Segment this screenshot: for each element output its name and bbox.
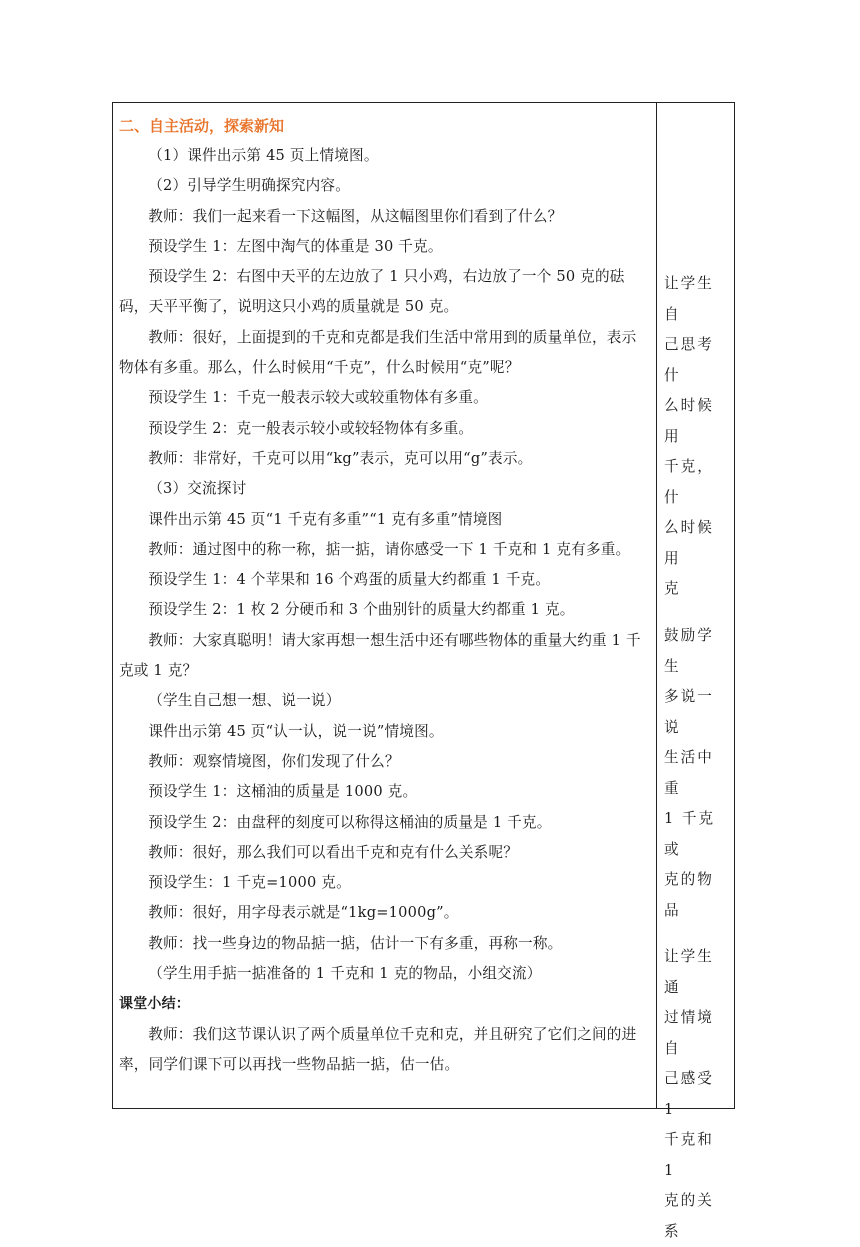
paragraph: 教师：很好，用字母表示就是“1kg=1000g”。 <box>148 904 459 922</box>
paragraph: （学生用手掂一掂准备的 1 千克和 1 克的物品，小组交流） <box>148 965 542 983</box>
note-line: 过情境自 <box>664 1009 714 1057</box>
note-line: 己思考什 <box>664 336 714 384</box>
paragraph: 教师：很好，上面提到的千克和克都是我们生活中常用到的质量单位，表示物体有多重。那么，什么时候用“千克”，什么时候用“克”呢？ <box>119 328 637 377</box>
lesson-table <box>112 102 735 1240</box>
paragraph: 教师：非常好，千克可以用“kg”表示，克可以用“g”表示。 <box>148 449 533 467</box>
note-line: 千克，什 <box>664 458 714 506</box>
note-line: 克的关系 <box>664 1192 714 1240</box>
summary-heading: 课堂小结： <box>119 996 190 1013</box>
paragraph: 教师：很好，那么我们可以看出千克和克有什么关系呢？ <box>148 843 519 861</box>
paragraph: （2）引导学生明确探究内容。 <box>148 177 350 195</box>
paragraph: 预设学生 2：1 枚 2 分硬币和 3 个曲别针的质量大约都重 1 克。 <box>148 601 575 619</box>
note-line: 1 千克或 <box>664 810 716 858</box>
paragraph: 课件出示第 45 页“1 千克有多重”“1 克有多重”情境图 <box>148 510 503 528</box>
teaching-note-2 <box>664 621 730 926</box>
paragraph: 预设学生 1：4 个苹果和 16 个鸡蛋的质量大约都重 1 千克。 <box>148 571 551 589</box>
paragraph: 教师：我们一起来看一下这幅图，从这幅图里你们看到了什么？ <box>148 207 563 225</box>
paragraph: 教师：通过图中的称一称，掂一掂，请你感受一下 1 千克和 1 克有多重。 <box>148 540 631 558</box>
note-line: 多说一说 <box>664 688 714 736</box>
paragraph: 预设学生 2：右图中天平的左边放了 1 只小鸡，右边放了一个 50 克的砝码，天平平衡了，说明这只小鸡的质量就是 50 克。 <box>119 268 625 316</box>
paragraph: （学生自己想一想、说一说） <box>148 692 341 710</box>
note-line: 鼓励学生 <box>664 627 714 675</box>
lesson-content-column <box>113 103 657 1108</box>
note-line: 么时候用 <box>664 397 714 445</box>
paragraph: 预设学生 1：这桶油的质量是 1000 克。 <box>148 783 418 801</box>
paragraph: （3）交流探讨 <box>148 480 247 498</box>
note-line: 让学生自 <box>664 275 714 323</box>
paragraph: 教师：大家真聪明！请大家再想一想生活中还有哪些物体的重量大约重 1 千克或 1 克？ <box>119 631 641 680</box>
paragraph: 预设学生 2：由盘秤的刻度可以称得这桶油的质量是 1 千克。 <box>148 813 552 831</box>
paragraph: （1）课件出示第 45 页上情境图。 <box>148 147 379 164</box>
paragraph: 预设学生 2：克一般表示较小或较轻物体有多重。 <box>148 419 474 437</box>
note-line: 克 <box>664 580 681 597</box>
teaching-note-3 <box>664 942 730 1247</box>
note-line: 克的物品 <box>664 871 714 919</box>
teaching-note-1 <box>664 269 730 605</box>
teaching-notes-column <box>657 103 734 1240</box>
note-line: 千克和 1 <box>664 1131 714 1179</box>
section-title: 二、自主活动，探索新知 <box>119 117 285 135</box>
paragraph: 课件出示第 45 页“认一认，说一说”情境图。 <box>148 722 444 740</box>
note-line: 么时候用 <box>664 519 714 567</box>
note-line: 让学生通 <box>664 948 714 996</box>
paragraph: 预设学生 1：千克一般表示较大或较重物体有多重。 <box>148 389 488 407</box>
paragraph: 预设学生：1 千克=1000 克。 <box>148 874 351 892</box>
summary-text: 教师：我们这节课认识了两个质量单位千克和克，并且研究了它们之间的进率，同学们课下可以再找一些物品掂一掂，估一估。 <box>119 1025 637 1073</box>
paragraph: 教师：观察情境图，你们发现了什么？ <box>148 752 400 770</box>
paragraph: 预设学生 1：左图中淘气的体重是 30 千克。 <box>148 237 443 255</box>
paragraph: 教师：找一些身边的物品掂一掂，估计一下有多重，再称一称。 <box>148 934 563 952</box>
note-line: 生活中重 <box>664 749 714 797</box>
lesson-paragraphs <box>119 141 648 989</box>
note-line: 己感受 1 <box>664 1070 714 1118</box>
